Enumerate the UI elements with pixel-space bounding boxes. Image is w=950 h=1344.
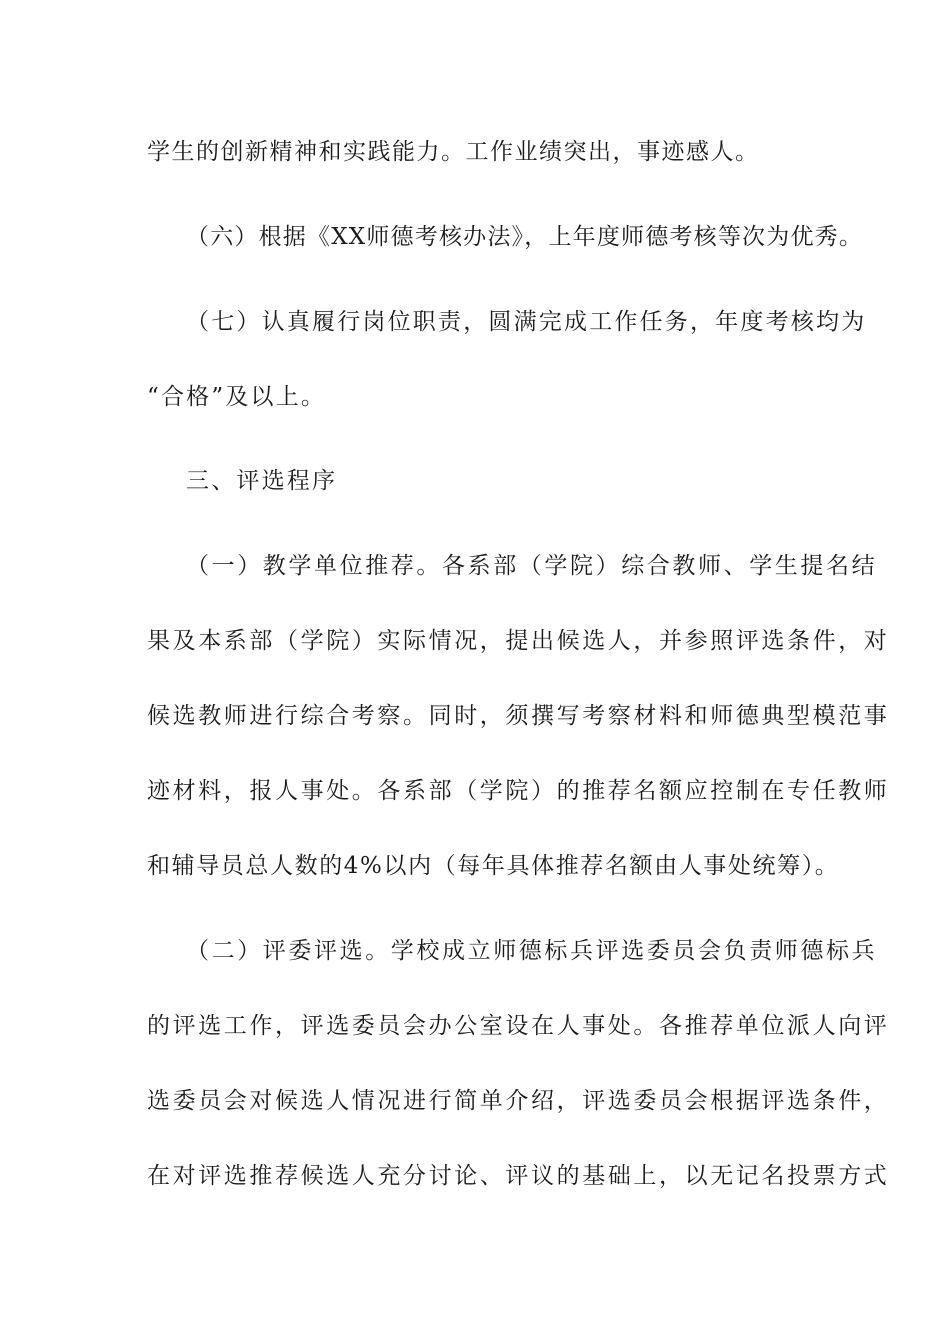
body-text-line: 的评选工作，评选委员会办公室设在人事处。各推荐单位派人向评 <box>147 1013 890 1039</box>
criterion-7-text: （七）认真履行岗位职责，圆满完成工作任务，年度考核均为 <box>186 309 867 335</box>
section-heading: 三、评选程序 <box>186 468 338 494</box>
body-text-line: 在对评选推荐候选人充分讨论、评议的基础上，以无记名投票方式 <box>147 1163 890 1189</box>
body-text-line: 学生的创新精神和实践能力。工作业绩突出，事迹感人。 <box>147 139 760 165</box>
procedure-1-text: （一）教学单位推荐。各系部（学院）综合教师、学生提名结 <box>186 553 878 579</box>
body-text-line: 和辅导员总人数的4%以内（每年具体推荐名额由人事处统筹）。 <box>147 853 840 879</box>
body-text-line: 迹材料，报人事处。各系部（学院）的推荐名额应控制在专任教师 <box>147 778 890 804</box>
body-text-line: 候选教师进行综合考察。同时，须撰写考察材料和师德典型模范事 <box>147 703 890 729</box>
body-text-line: 果及本系部（学院）实际情况，提出候选人，并参照评选条件，对 <box>147 628 890 654</box>
body-text-line: 选委员会对候选人情况进行简单介绍，评选委员会根据评选条件， <box>147 1088 890 1114</box>
criterion-6-text: （六）根据《XX师德考核办法》，上年度师德考核等次为优秀。 <box>186 224 864 250</box>
procedure-2-text: （二）评委评选。学校成立师德标兵评选委员会负责师德标兵 <box>186 938 878 964</box>
body-text-line: “合格”及以上。 <box>147 384 327 410</box>
